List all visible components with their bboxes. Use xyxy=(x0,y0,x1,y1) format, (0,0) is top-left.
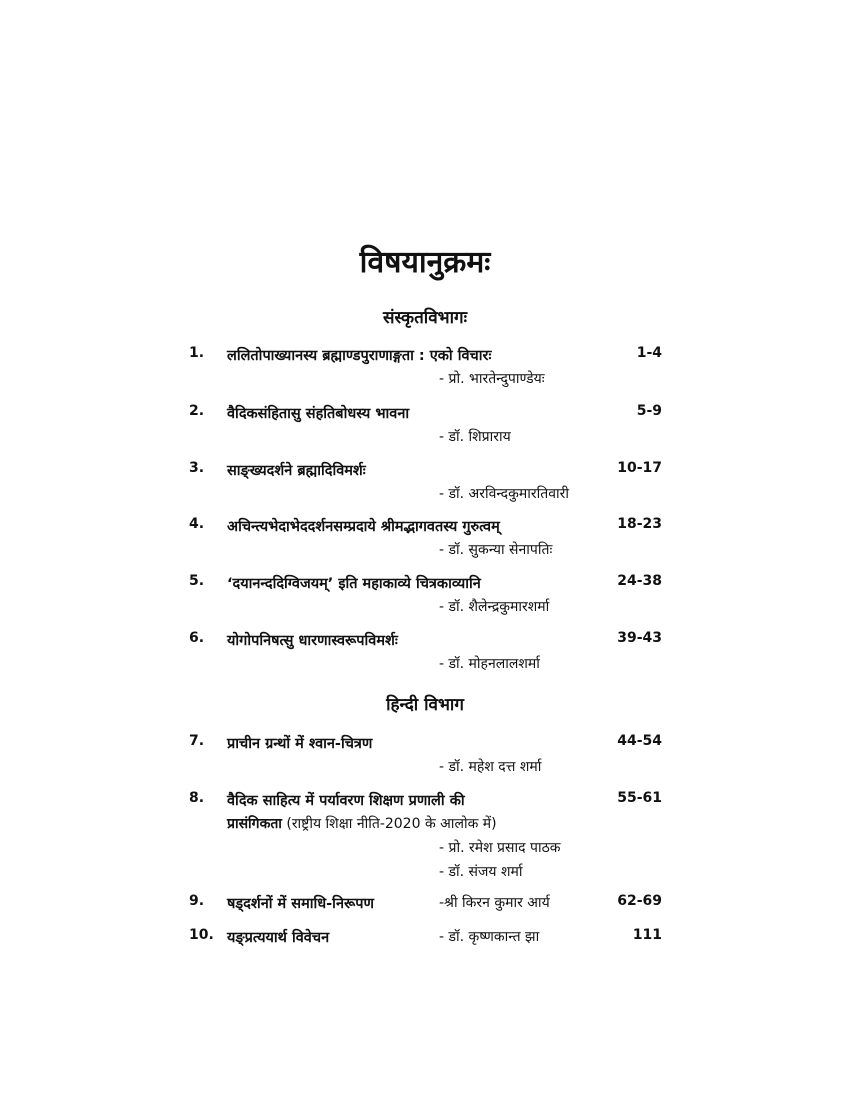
entry-pages: 55-61 xyxy=(617,790,662,806)
entry-pages: 39-43 xyxy=(617,630,662,646)
toc-entry-10 xyxy=(189,927,662,951)
entry-title-subtitle: (राष्ट्रीय शिक्षा नीति-2020 के आलोक में) xyxy=(281,816,497,832)
entry-author: - डॉ. अरविन्दकुमारतिवारी xyxy=(439,486,569,502)
entry-title: वैदिक साहित्य में पर्यावरण शिक्षण प्रणाली की xyxy=(227,793,465,809)
entry-title: षड्दर्शनों में समाधि-निरूपण xyxy=(227,896,374,912)
entry-pages: 111 xyxy=(632,927,662,943)
entry-number: 2. xyxy=(189,403,205,419)
section-heading-sanskrit: संस्कृतविभागः xyxy=(382,308,468,328)
entry-number: 5. xyxy=(189,573,205,589)
entry-title: ललितोपाख्यानस्य ब्रह्माण्डपुराणाङ्गता : एको विचारः xyxy=(227,348,492,364)
entry-pages: 10-17 xyxy=(617,460,662,476)
entry-author: - डॉ. मोहनलालशर्मा xyxy=(439,656,540,672)
entry-number: 9. xyxy=(189,893,205,909)
section-heading-hindi: हिन्दी विभाग xyxy=(386,695,464,715)
entry-author: - प्रो. रमेश प्रसाद पाठक xyxy=(439,840,561,856)
entry-author: - प्रो. भारतेन्दुपाण्डेयः xyxy=(439,371,545,387)
page-title: विषयानुक्रमः xyxy=(359,245,491,280)
toc-entry-4 xyxy=(189,516,662,564)
entry-author: - डॉ. महेश दत्त शर्मा xyxy=(439,759,542,775)
entry-author: - डॉ. शिप्राराय xyxy=(439,429,511,445)
entry-pages: 62-69 xyxy=(617,893,662,909)
toc-entry-3 xyxy=(189,460,662,508)
entry-number: 3. xyxy=(189,460,205,476)
toc-entry-7 xyxy=(189,733,662,781)
entry-title: अचिन्त्यभेदाभेददर्शनसम्प्रदाये श्रीमद्भागवतस्य गुरुत्वम् xyxy=(227,519,500,535)
entry-author: - डॉ. कृष्णकान्त झा xyxy=(439,929,540,945)
entry-title: प्राचीन ग्रन्थों में श्वान-चित्रण xyxy=(227,736,373,752)
entry-title-continuation xyxy=(227,814,497,833)
toc-entry-5 xyxy=(189,573,662,621)
entry-number: 7. xyxy=(189,733,205,749)
entry-title: साङ्ख्यदर्शने ब्रह्मादिविमर्शः xyxy=(227,463,366,479)
entry-title: यङ्प्रत्ययार्थ विवेचन xyxy=(227,930,330,946)
entry-author: -श्री किरन कुमार आर्य xyxy=(439,895,550,911)
entry-number: 10. xyxy=(189,927,214,943)
entry-author: - डॉ. सुकन्या सेनापतिः xyxy=(439,542,553,558)
entry-pages: 1-4 xyxy=(636,345,662,361)
entry-pages: 44-54 xyxy=(617,733,662,749)
entry-author: - डॉ. संजय शर्मा xyxy=(439,864,523,880)
entry-title: योगोपनिषत्सु धारणास्वरूपविमर्शः xyxy=(227,633,398,649)
entry-number: 4. xyxy=(189,516,205,532)
entry-title: वैदिकसंहितासु संहतिबोधस्य भावना xyxy=(227,406,410,422)
entry-title: ‘दयानन्ददिग्विजयम्’ इति महाकाव्ये चित्रकाव्यानि xyxy=(227,576,481,592)
entry-pages: 18-23 xyxy=(617,516,662,532)
entry-number: 1. xyxy=(189,345,205,361)
toc-entry-9 xyxy=(189,893,662,917)
entry-pages: 24-38 xyxy=(617,573,662,589)
toc-entry-2 xyxy=(189,403,662,451)
entry-author: - डॉ. शैलेन्द्रकुमारशर्मा xyxy=(439,599,550,615)
entry-number: 6. xyxy=(189,630,205,646)
entry-number: 8. xyxy=(189,790,205,806)
entry-pages: 5-9 xyxy=(636,403,662,419)
toc-entry-1 xyxy=(189,345,662,393)
entry-title-bold-part: प्रासंगिकता xyxy=(227,816,282,832)
toc-entry-6 xyxy=(189,630,662,678)
toc-entry-8 xyxy=(189,790,662,886)
